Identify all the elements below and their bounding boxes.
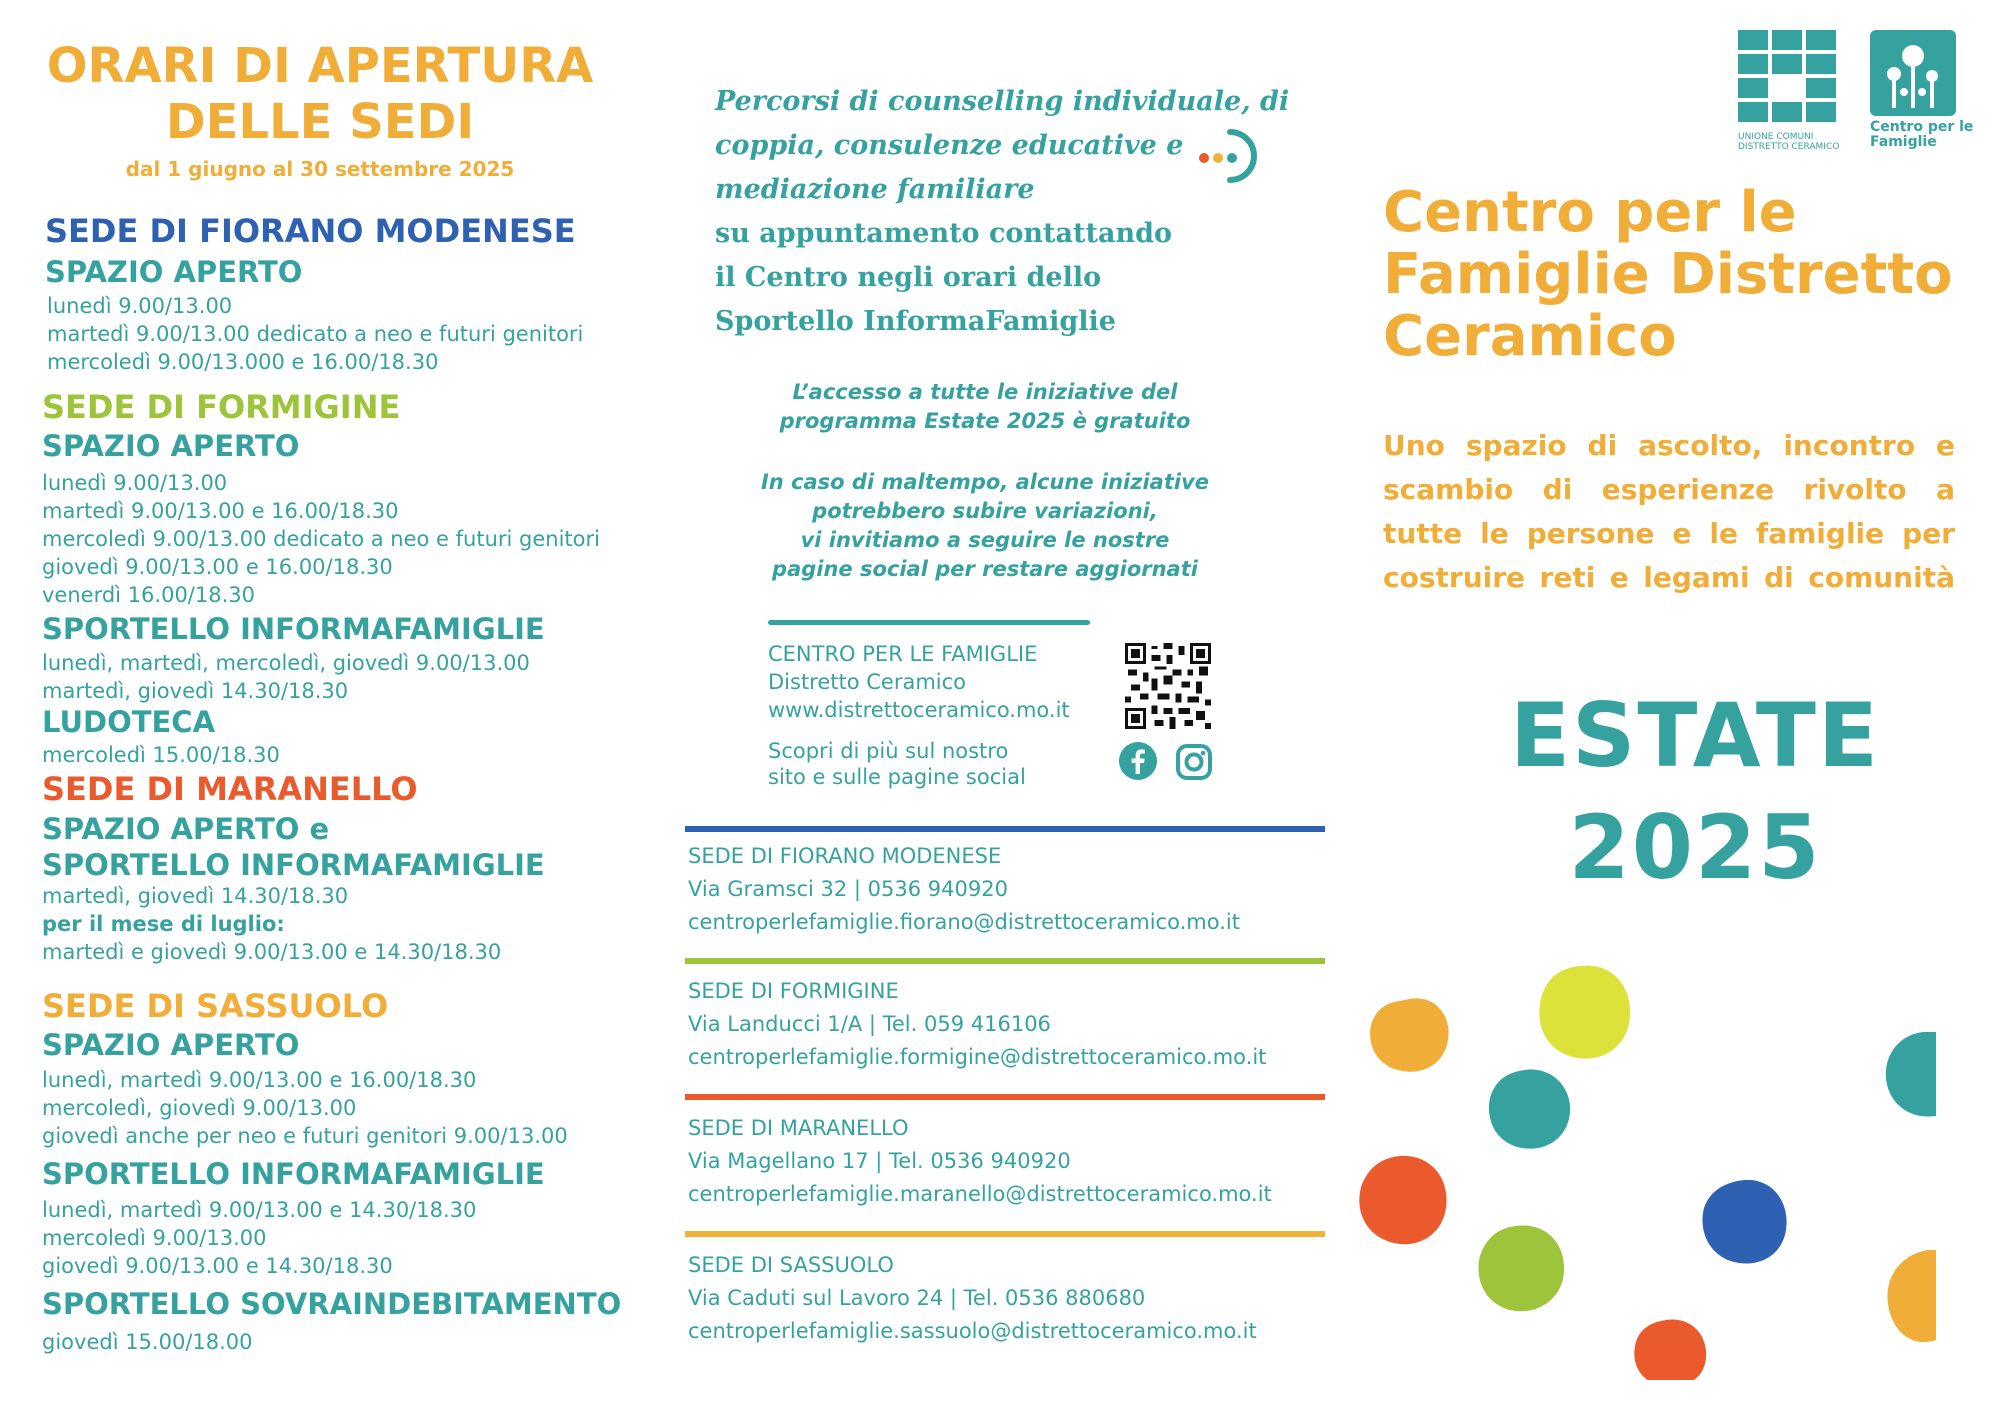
- description-line: tutte le persone e le famiglie per: [1383, 517, 1955, 550]
- dot-yellow: [1539, 966, 1630, 1059]
- sassuolo-sovraindebitamento-hours: [42, 1328, 253, 1356]
- dot-red: [1359, 1156, 1446, 1244]
- counselling-line: Percorsi di counselling individuale, di: [715, 86, 1290, 117]
- maranello-hours: [42, 882, 501, 966]
- formigine-color-bar: [685, 958, 1325, 964]
- address-name: SEDE DI MARANELLO: [688, 1116, 909, 1140]
- caption-line: DISTRETTO CERAMICO: [1738, 142, 1840, 152]
- dot-teal-right: [1886, 1032, 1936, 1117]
- contact-name: CENTRO PER LE FAMIGLIE: [768, 642, 1038, 666]
- counselling-text: [715, 80, 1290, 344]
- facebook-icon[interactable]: [1118, 741, 1158, 781]
- note-line: programma Estate 2025 è gratuito: [779, 409, 1191, 433]
- address-maranello: [688, 1112, 1272, 1211]
- schedule-title-line: DELLE SEDI: [165, 94, 475, 150]
- title-line: Famiglie Distretto: [1383, 242, 1953, 307]
- caption-line: Famiglie: [1870, 134, 1937, 150]
- qr-code-icon[interactable]: [1125, 643, 1211, 729]
- description-line: Uno spazio di ascolto, incontro e: [1383, 429, 1955, 462]
- formigine-ludoteca-title: LUDOTECA: [42, 705, 216, 739]
- discover-more: [768, 738, 1026, 790]
- decorative-dots: [1340, 960, 1940, 1380]
- center-contact: [768, 640, 1070, 724]
- dot-teal: [1489, 1070, 1570, 1149]
- hours-line: mercoledì 9.00/13.000 e 16.00/18.30: [47, 350, 439, 374]
- service-title-line: SPAZIO APERTO e: [42, 812, 330, 846]
- email-link[interactable]: centroperlefamiglie.maranello@distrettoceramico.mo.it: [688, 1182, 1272, 1206]
- counselling-line: mediazione familiare: [715, 174, 1035, 205]
- hours-line: martedì e giovedì 9.00/13.00 e 14.30/18.30: [42, 940, 502, 964]
- brochure-title: [1383, 180, 1953, 369]
- hours-line: mercoledì 15.00/18.30: [42, 743, 280, 767]
- address-fiorano: [688, 840, 1240, 939]
- brochure-description: [1383, 424, 1955, 600]
- address-street: Via Landucci 1/A | Tel. 059 416106: [688, 1012, 1051, 1036]
- sassuolo-informafamiglie-title: SPORTELLO INFORMAFAMIGLIE: [42, 1157, 545, 1191]
- speech-dots-icon: [1196, 126, 1266, 186]
- dot-blue: [1702, 1180, 1786, 1264]
- note-line: vi invitiamo a seguire le nostre: [800, 528, 1170, 552]
- hours-line: mercoledì 9.00/13.00: [42, 1226, 267, 1250]
- centro-famiglie-caption: [1870, 120, 1973, 150]
- sassuolo-sovraindebitamento-title: SPORTELLO SOVRAINDEBITAMENTO: [42, 1287, 622, 1321]
- caption-line: Centro per le: [1870, 119, 1974, 135]
- address-name: SEDE DI FORMIGINE: [688, 979, 899, 1003]
- hours-line: martedì, giovedì 14.30/18.30: [42, 884, 349, 908]
- schedule-title-line: ORARI DI APERTURA: [46, 38, 594, 94]
- formigine-heading: SEDE DI FORMIGINE: [42, 388, 401, 426]
- hours-line: giovedì 15.00/18.00: [42, 1330, 253, 1354]
- formigine-spazio-aperto-hours: [42, 469, 600, 609]
- centro-famiglie-logo: [1870, 30, 1956, 116]
- note-line: In caso di maltempo, alcune iniziative: [760, 470, 1209, 494]
- sassuolo-color-bar: [685, 1231, 1325, 1237]
- address-formigine: [688, 975, 1266, 1074]
- fiorano-color-bar: [685, 826, 1325, 832]
- address-street: Via Caduti sul Lavoro 24 | Tel. 0536 880680: [688, 1286, 1146, 1310]
- website-link[interactable]: www.distrettoceramico.mo.it: [768, 698, 1070, 722]
- hours-line: lunedì, martedì 9.00/13.00 e 14.30/18.30: [42, 1198, 477, 1222]
- dot-red-small: [1634, 1319, 1706, 1380]
- hours-line: giovedì 9.00/13.00 e 14.30/18.30: [42, 1254, 393, 1278]
- hours-line: lunedì, martedì 9.00/13.00 e 16.00/18.30: [42, 1068, 477, 1092]
- formigine-spazio-aperto-title: SPAZIO APERTO: [42, 429, 300, 463]
- dot-orange: [1370, 998, 1448, 1071]
- instagram-icon[interactable]: [1175, 743, 1213, 781]
- email-link[interactable]: centroperlefamiglie.fiorano@distrettoceramico.mo.it: [688, 910, 1240, 934]
- divider: [768, 620, 1090, 625]
- formigine-informafamiglie-hours: [42, 649, 530, 705]
- address-street: Via Magellano 17 | Tel. 0536 940920: [688, 1149, 1071, 1173]
- discover-line: Scopri di più sul nostro: [768, 739, 1009, 763]
- maranello-color-bar: [685, 1094, 1325, 1100]
- estate-line: 2025: [1568, 796, 1822, 899]
- hours-line: martedì 9.00/13.00 dedicato a neo e futuri genitori: [47, 322, 584, 346]
- maranello-service-title: [42, 811, 545, 883]
- weather-note: [700, 468, 1270, 584]
- hours-line: lunedì 9.00/13.00: [47, 294, 233, 318]
- dot-orange-right: [1887, 1250, 1936, 1342]
- unione-comuni-logo: [1738, 30, 1836, 128]
- sassuolo-informafamiglie-hours: [42, 1196, 476, 1280]
- estate-2025-heading: [1455, 680, 1935, 904]
- schedule-title: [40, 38, 600, 150]
- fiorano-heading: SEDE DI FIORANO MODENESE: [45, 212, 576, 250]
- contact-district: Distretto Ceramico: [768, 670, 967, 694]
- maranello-heading: SEDE DI MARANELLO: [42, 770, 418, 808]
- email-link[interactable]: centroperlefamiglie.sassuolo@distrettoceramico.mo.it: [688, 1319, 1257, 1343]
- title-line: Centro per le: [1383, 180, 1797, 245]
- description-line: costruire reti e legami di comunità: [1383, 561, 1955, 594]
- description-line: scambio di esperienze rivolto a: [1383, 473, 1955, 506]
- address-name: SEDE DI FIORANO MODENESE: [688, 844, 1002, 868]
- hours-line: venerdì 16.00/18.30: [42, 583, 255, 607]
- address-street: Via Gramsci 32 | 0536 940920: [688, 877, 1008, 901]
- counselling-line: coppia, consulenze educative e: [715, 130, 1184, 161]
- hours-note: per il mese di luglio:: [42, 912, 285, 936]
- hours-line: mercoledì, giovedì 9.00/13.00: [42, 1096, 357, 1120]
- caption-line: UNIONE COMUNI: [1738, 132, 1814, 142]
- sassuolo-spazio-aperto-title: SPAZIO APERTO: [42, 1028, 300, 1062]
- email-link[interactable]: centroperlefamiglie.formigine@distrettoceramico.mo.it: [688, 1045, 1267, 1069]
- service-title-line: SPORTELLO INFORMAFAMIGLIE: [42, 848, 545, 882]
- fiorano-spazio-aperto-hours: [47, 292, 583, 376]
- note-line: potrebbero subire variazioni,: [812, 499, 1158, 523]
- discover-line: sito e sulle pagine social: [768, 765, 1026, 789]
- note-line: pagine social per restare aggiornati: [772, 557, 1198, 581]
- dot-green: [1478, 1226, 1564, 1312]
- schedule-period: dal 1 giugno al 30 settembre 2025: [125, 157, 515, 181]
- hours-line: mercoledì 9.00/13.00 dedicato a neo e futuri genitori: [42, 527, 600, 551]
- fiorano-spazio-aperto-title: SPAZIO APERTO: [45, 255, 303, 289]
- hours-line: lunedì 9.00/13.00: [42, 471, 228, 495]
- formigine-ludoteca-hours: [42, 741, 280, 769]
- hours-line: lunedì, martedì, mercoledì, giovedì 9.00/13.00: [42, 651, 530, 675]
- address-sassuolo: [688, 1249, 1257, 1348]
- unione-comuni-caption: [1738, 132, 1839, 152]
- hours-line: martedì 9.00/13.00 e 16.00/18.30: [42, 499, 399, 523]
- hours-line: giovedì 9.00/13.00 e 16.00/18.30: [42, 555, 393, 579]
- free-access-note: [700, 378, 1270, 436]
- title-line: Ceramico: [1383, 304, 1677, 369]
- hours-line: martedì, giovedì 14.30/18.30: [42, 679, 349, 703]
- formigine-informafamiglie-title: SPORTELLO INFORMAFAMIGLIE: [42, 612, 545, 646]
- hours-line: giovedì anche per neo e futuri genitori 9.00/13.00: [42, 1124, 568, 1148]
- counselling-line: su appuntamento contattando: [715, 218, 1172, 249]
- note-line: L’accesso a tutte le iniziative del: [792, 380, 1178, 404]
- counselling-line: Sportello InformaFamiglie: [715, 306, 1116, 337]
- counselling-line: il Centro negli orari dello: [715, 262, 1102, 293]
- sassuolo-heading: SEDE DI SASSUOLO: [42, 987, 389, 1025]
- sassuolo-spazio-aperto-hours: [42, 1066, 568, 1150]
- estate-line: ESTATE: [1509, 684, 1881, 787]
- address-name: SEDE DI SASSUOLO: [688, 1253, 894, 1277]
